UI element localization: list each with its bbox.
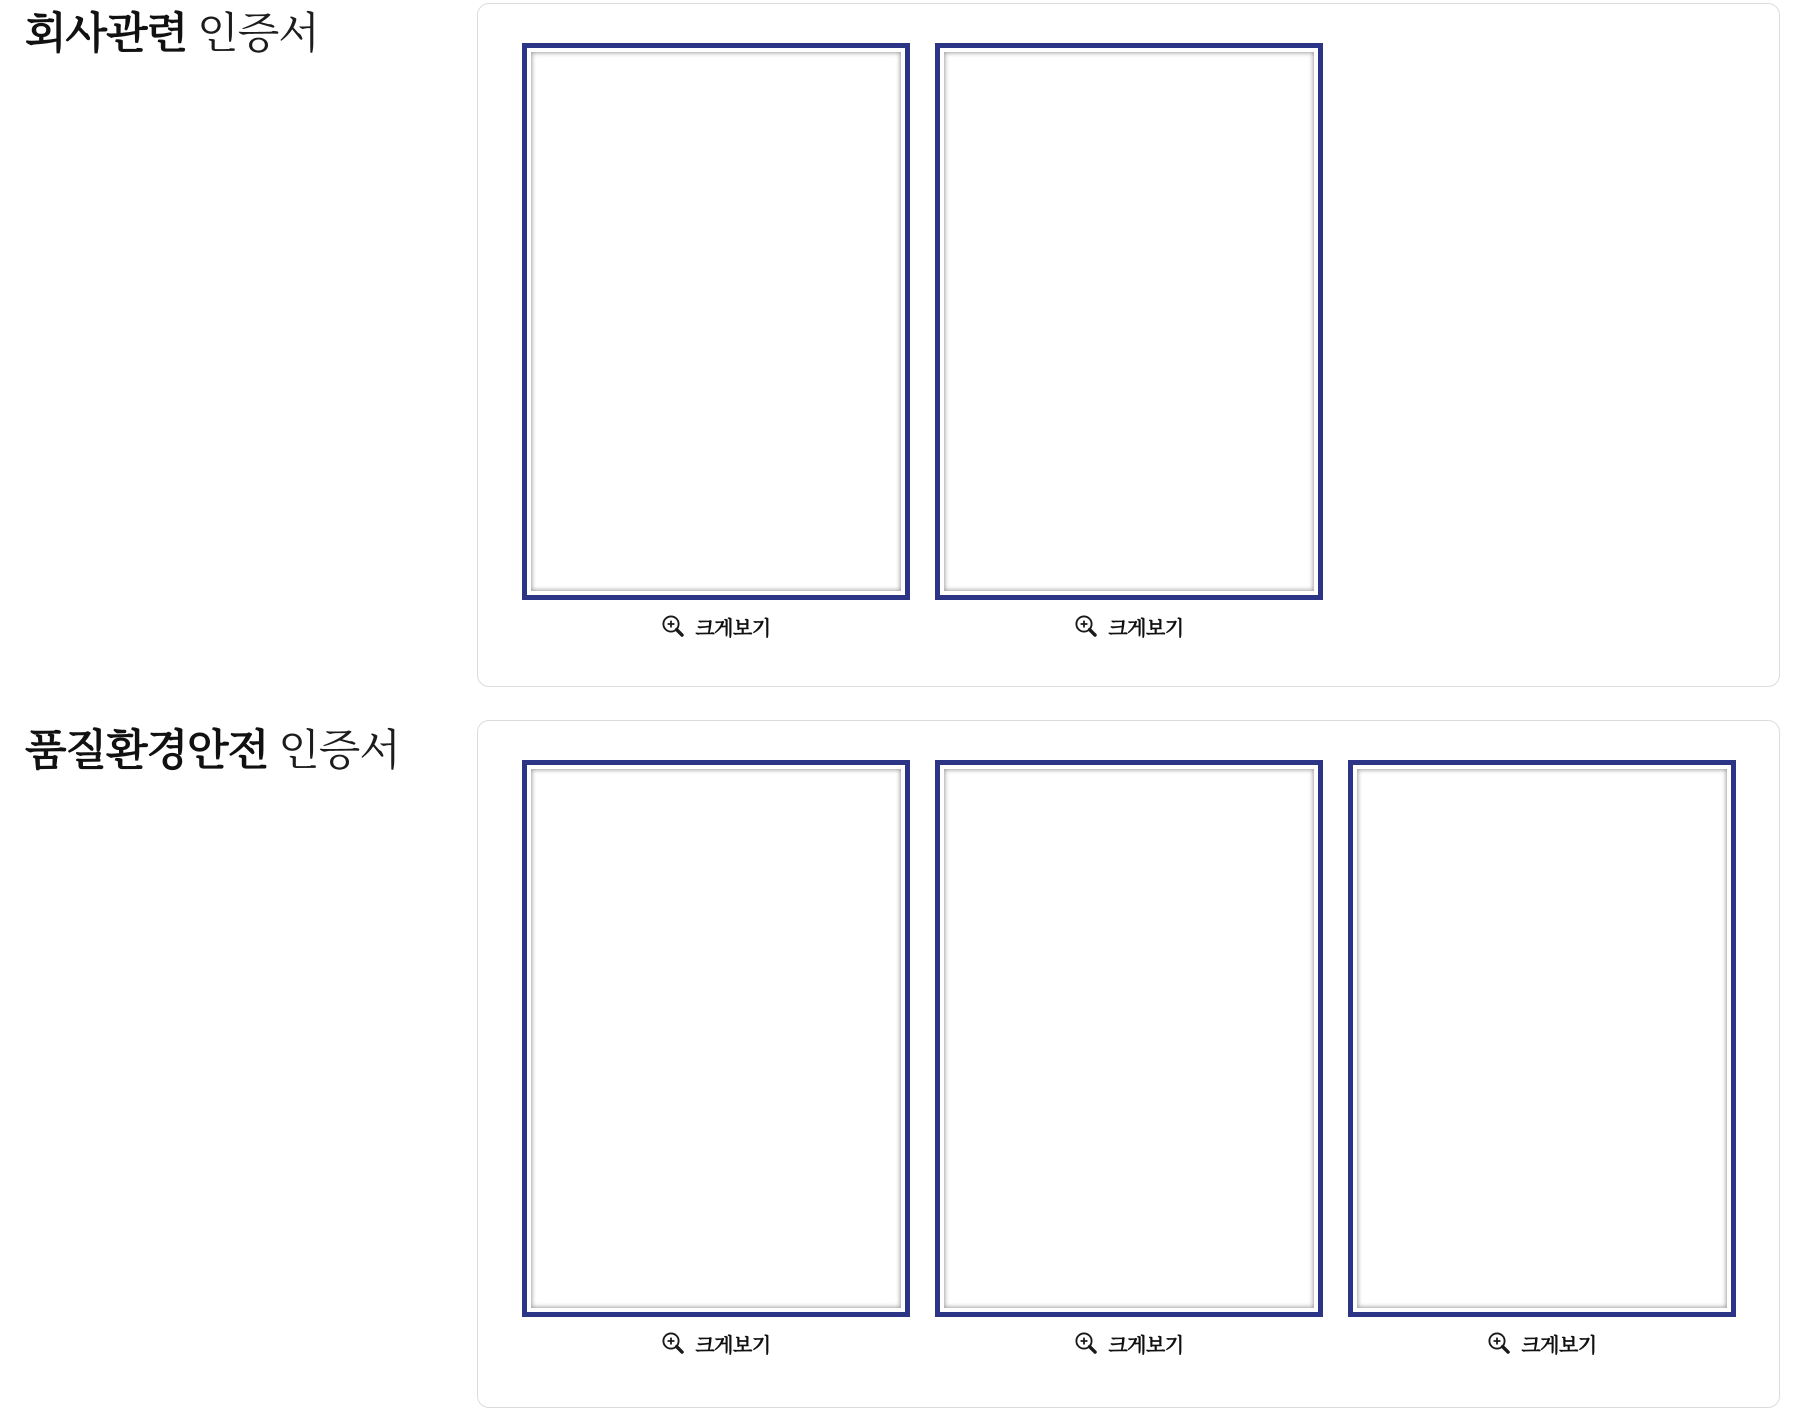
certificate-frame <box>935 760 1323 1317</box>
certificate-card <box>935 43 1323 640</box>
zoom-in-icon <box>1074 614 1099 639</box>
certificate-frame <box>522 760 910 1317</box>
view-larger-link[interactable] <box>522 1330 910 1357</box>
certificate-card <box>522 43 910 640</box>
certificate-image <box>531 769 901 1308</box>
section-title-bold: 회사관련 <box>25 10 188 58</box>
view-larger-link[interactable] <box>522 613 910 640</box>
certificate-card <box>935 760 1323 1357</box>
section-title-light: 인증서 <box>278 727 400 775</box>
zoom-in-icon <box>1074 1331 1099 1356</box>
certificate-frame <box>522 43 910 600</box>
view-larger-label: 크게보기 <box>1521 1335 1597 1357</box>
view-larger-label: 크게보기 <box>695 618 771 640</box>
zoom-in-icon <box>661 614 686 639</box>
certificates-panel-company <box>477 3 1780 687</box>
section-company-certificates <box>0 3 1793 687</box>
view-larger-link[interactable] <box>1348 1330 1736 1357</box>
view-larger-label: 크게보기 <box>695 1335 771 1357</box>
view-larger-label: 크게보기 <box>1108 1335 1184 1357</box>
certificate-frame <box>935 43 1323 600</box>
certificate-card <box>522 760 910 1357</box>
certificate-image <box>944 52 1314 591</box>
view-larger-label: 크게보기 <box>1108 618 1184 640</box>
view-larger-link[interactable] <box>935 613 1323 640</box>
zoom-in-icon <box>1487 1331 1512 1356</box>
certificate-image <box>531 52 901 591</box>
certificate-image <box>1357 769 1727 1308</box>
section-title-company <box>0 3 477 61</box>
zoom-in-icon <box>661 1331 686 1356</box>
section-quality-env-safety-certificates <box>0 720 1793 1408</box>
certificates-row <box>522 43 1779 640</box>
view-larger-link[interactable] <box>935 1330 1323 1357</box>
section-title-light: 인증서 <box>197 10 319 58</box>
certificate-card <box>1348 760 1736 1357</box>
certificates-row <box>522 760 1779 1357</box>
certificate-image <box>944 769 1314 1308</box>
certificates-panel-quality <box>477 720 1780 1408</box>
certificate-frame <box>1348 760 1736 1317</box>
section-title-quality <box>0 720 477 778</box>
section-title-bold: 품질환경안전 <box>25 727 269 775</box>
